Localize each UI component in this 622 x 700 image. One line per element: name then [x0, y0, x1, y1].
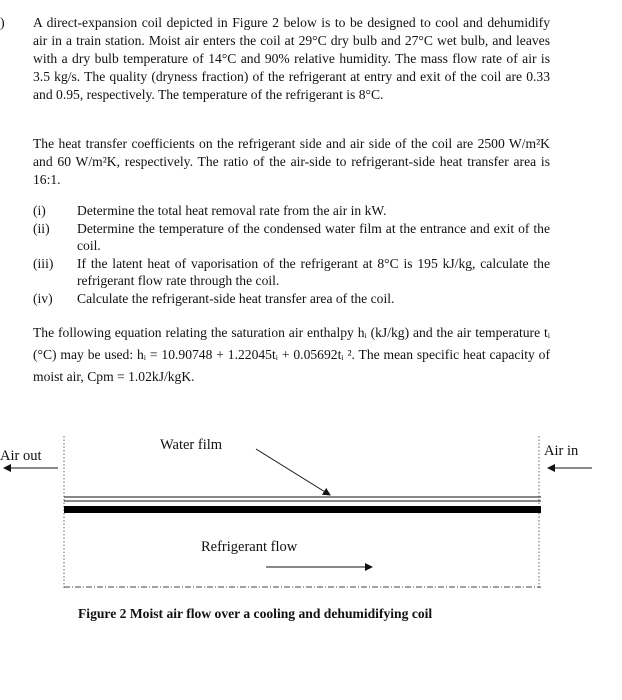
question-text: Determine the temperature of the condensed water film at the entrance and exit of the coil.	[77, 221, 550, 253]
figure-caption: Figure 2 Moist air flow over a cooling and dehumidifying coil	[78, 606, 433, 621]
refrigerant-flow-label: Refrigerant flow	[201, 539, 298, 555]
tube-wall	[64, 506, 541, 513]
question-number-marker: )	[0, 16, 5, 31]
air-out-label: Air out	[0, 448, 42, 464]
question-number: (iii)	[33, 256, 54, 271]
water-film-label: Water film	[160, 437, 223, 453]
question-text: Determine the total heat removal rate from the air in kW.	[77, 203, 387, 218]
problem-paragraph-1: A direct-expansion coil depicted in Figure 2 below is to be designed to cool and dehumidify air in a train station. Moist air enters the coil at 29°C dry bulb and 27°C wet bulb, and leaves with a dry bulb temperature of 14°C and 90% relative humidity. The mass flow rate of air is 3.5 kg/s. The quality (dryness fraction) of the refrigerant at entry and exit of the coil are 0.33 and 0.95, respectively. The temperature of the refrigerant is 8°C.	[33, 15, 550, 102]
question-number: (i)	[33, 203, 46, 218]
air-in-label: Air in	[544, 443, 579, 459]
problem-paragraph-2: The heat transfer coefficients on the refrigerant side and air side of the coil are 2500 W/m²K and 60 W/m²K, respectively. The ratio of the air-side to refrigerant-side heat transfer area is 16:1.	[33, 136, 550, 187]
question-text: If the latent heat of vaporisation of the refrigerant at 8°C is 195 kJ/kg, calculate the refrigerant flow rate through the coil.	[77, 256, 550, 288]
question-number: (iv)	[33, 291, 53, 306]
question-text: Calculate the refrigerant-side heat transfer area of the coil.	[77, 291, 395, 306]
water-film-pointer-arrow	[256, 449, 330, 495]
question-number: (ii)	[33, 221, 50, 236]
problem-paragraph-3: The following equation relating the saturation air enthalpy hᵢ (kJ/kg) and the air temperature tᵢ (°C) may be used: hᵢ = 10.90748 + 1.22045tᵢ + 0.05692tᵢ ². The mean specific heat capacity of moist air, Cpm = 1.02kJ/kgK.	[33, 325, 550, 384]
